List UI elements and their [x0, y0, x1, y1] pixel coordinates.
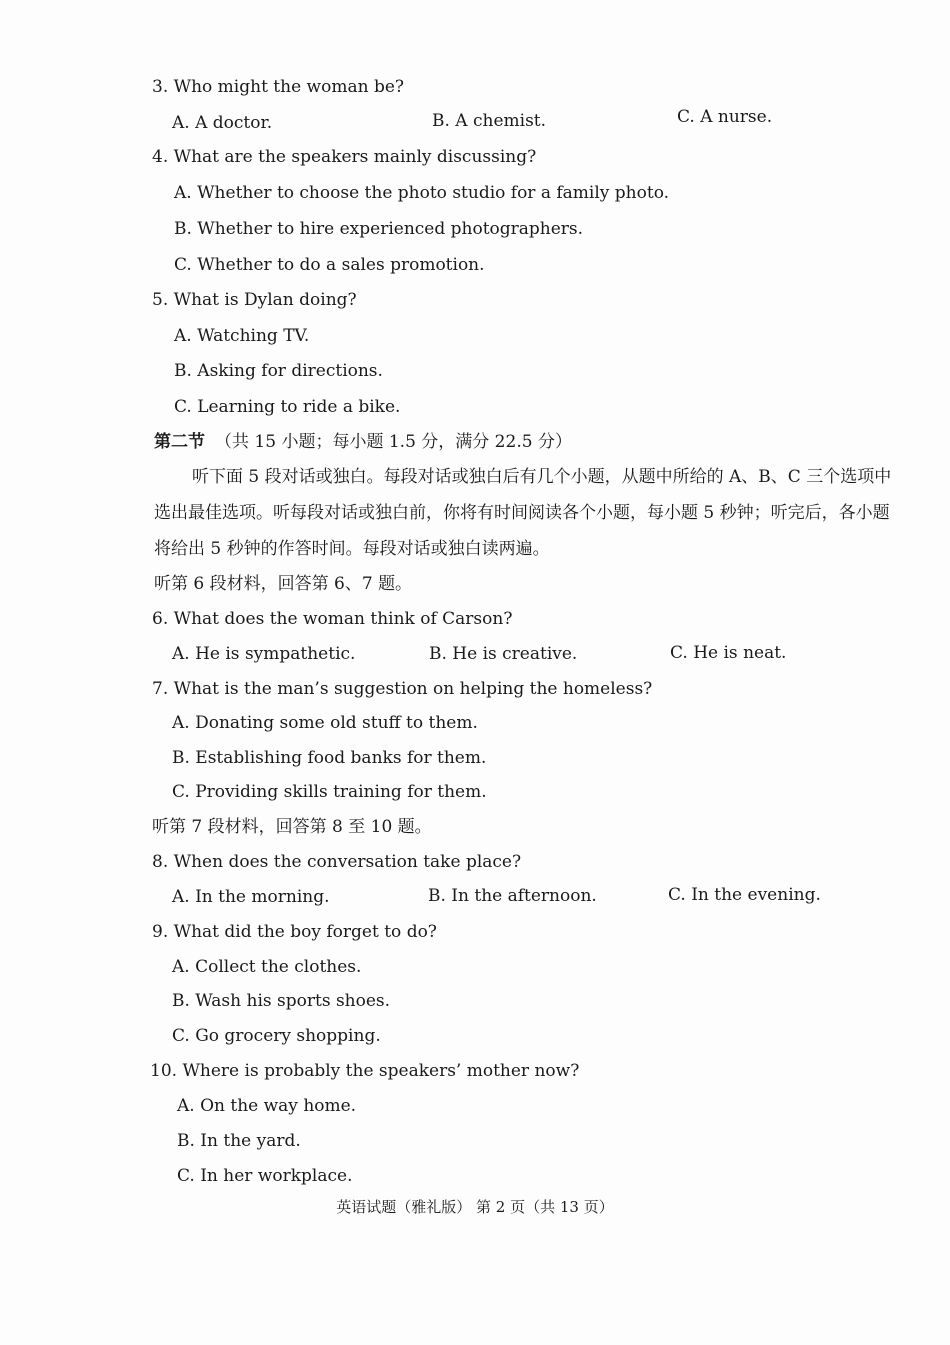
question-3-option-b: B. A chemist. — [432, 111, 547, 131]
question-5-stem: 5. What is Dylan doing? — [152, 290, 357, 310]
question-10-stem: 10. Where is probably the speakers’ mother now? — [150, 1061, 580, 1081]
question-3-option-a: A. A doctor. — [172, 113, 273, 133]
question-4-stem: 4. What are the speakers mainly discussing? — [152, 147, 537, 167]
question-4-option-a: A. Whether to choose the photo studio for a family photo. — [174, 183, 670, 203]
section-2-instructions-line-2: 选出最佳选项。听每段对话或独白前，你将有时间阅读各个小题，每小题 5 秒钟；听完后，各小题 — [154, 503, 890, 523]
section-2-points: （共 15 小题；每小题 1.5 分，满分 22.5 分） — [215, 432, 572, 452]
question-7-option-c: C. Providing skills training for them. — [172, 782, 487, 802]
question-4-option-c: C. Whether to do a sales promotion. — [174, 255, 485, 275]
question-8-option-a: A. In the morning. — [172, 887, 330, 907]
question-5-option-c: C. Learning to ride a bike. — [174, 397, 401, 417]
question-10-option-b: B. In the yard. — [177, 1131, 301, 1151]
section-2-instructions-line-1: 听下面 5 段对话或独白。每段对话或独白后有几个小题，从题中所给的 A、B、C 三个选项中 — [192, 467, 892, 487]
section-2-title: 第二节 — [154, 432, 205, 452]
question-7-option-a: A. Donating some old stuff to them. — [172, 713, 478, 733]
question-8-option-c: C. In the evening. — [668, 885, 821, 905]
question-7-stem: 7. What is the man’s suggestion on helping the homeless? — [152, 679, 653, 699]
question-10-option-a: A. On the way home. — [177, 1096, 357, 1116]
question-9-option-a: A. Collect the clothes. — [172, 957, 362, 977]
section-2-instructions-line-3: 将给出 5 秒钟的作答时间。每段对话或独白读两遍。 — [154, 539, 550, 559]
question-9-option-c: C. Go grocery shopping. — [172, 1026, 381, 1046]
page-footer: 英语试题（雅礼版） 第 2 页（共 13 页） — [336, 1198, 614, 1216]
question-3-stem: 3. Who might the woman be? — [152, 77, 405, 97]
question-3-option-c: C. A nurse. — [677, 107, 773, 127]
question-8-stem: 8. When does the conversation take place? — [152, 852, 522, 872]
question-4-option-b: B. Whether to hire experienced photographers. — [174, 219, 584, 239]
question-9-option-b: B. Wash his sports shoes. — [172, 991, 391, 1011]
question-6-stem: 6. What does the woman think of Carson? — [152, 609, 513, 629]
question-8-option-b: B. In the afternoon. — [428, 886, 597, 906]
question-5-option-a: A. Watching TV. — [174, 326, 310, 346]
question-6-option-c: C. He is neat. — [670, 643, 787, 663]
question-5-option-b: B. Asking for directions. — [174, 361, 383, 381]
material-6-instruction: 听第 6 段材料，回答第 6、7 题。 — [154, 574, 413, 594]
section-2-heading — [154, 431, 572, 453]
question-6-option-a: A. He is sympathetic. — [172, 644, 356, 664]
question-10-option-c: C. In her workplace. — [177, 1166, 353, 1186]
question-7-option-b: B. Establishing food banks for them. — [172, 748, 487, 768]
material-7-instruction: 听第 7 段材料，回答第 8 至 10 题。 — [152, 817, 432, 837]
question-9-stem: 9. What did the boy forget to do? — [152, 922, 437, 942]
question-6-option-b: B. He is creative. — [429, 644, 578, 664]
